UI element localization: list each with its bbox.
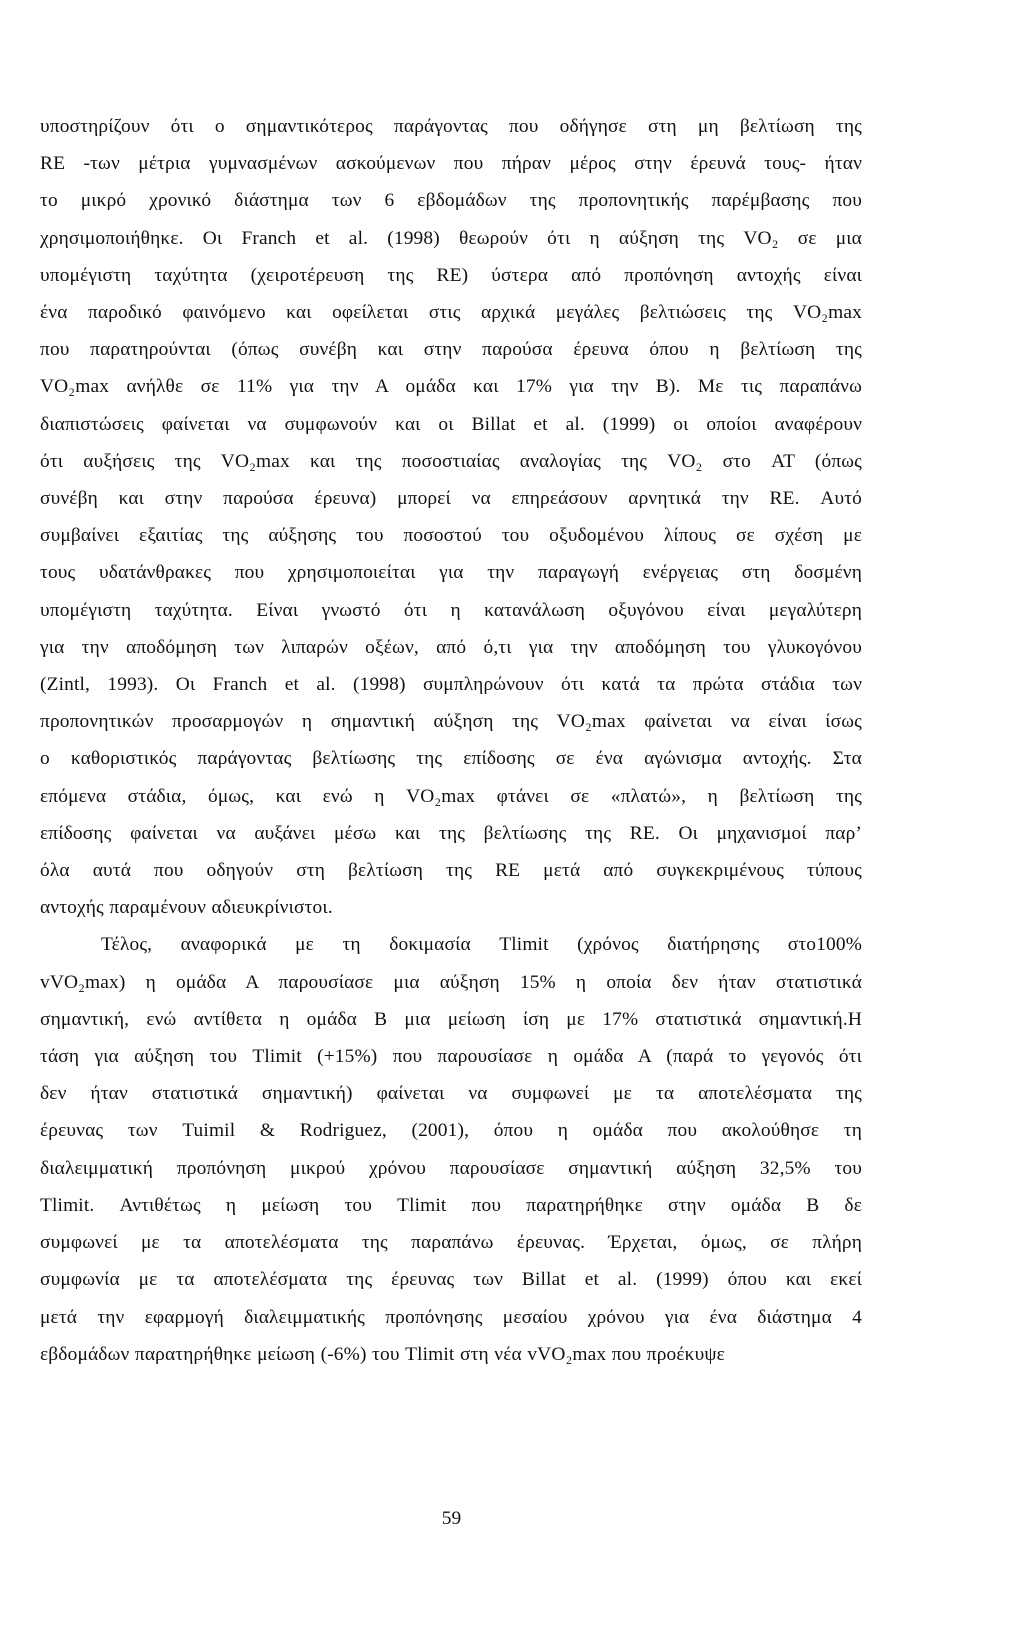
- text-line: προπονητικών προσαρμογών η σημαντική αύξηση της VO₂max φαίνεται να είναι ίσως: [40, 711, 862, 733]
- text-line: Tlimit. Αντιθέτως η μείωση του Tlimit που παρατηρήθηκε στην ομάδα Β δε: [40, 1194, 862, 1216]
- text-line: έρευνας των Tuimil & Rodriguez, (2001), όπου η ομάδα που ακολούθησε τη: [40, 1120, 862, 1142]
- text-line: (Zintl, 1993). Οι Franch et al. (1998) συμπληρώνουν ότι κατά τα πρώτα στάδια των: [40, 674, 862, 696]
- page-number: 59: [441, 1508, 462, 1529]
- text-line: όλα αυτά που οδηγούν στη βελτίωση της RE μετά από συγκεκριμένους τύπους: [40, 860, 862, 882]
- text-line: RE -των μέτρια γυμνασμένων ασκούμενων που πήραν μέρος στην έρευνά τους- ήταν: [40, 153, 862, 175]
- text-line: που παρατηρούνται (όπως συνέβη και στην παρούσα έρευνα όπου η βελτίωση της: [40, 339, 862, 361]
- text-line: ένα παροδικό φαινόμενο και οφείλεται στις αρχικά μεγάλες βελτιώσεις της VO₂max: [40, 302, 862, 324]
- text-line: συνέβη και στην παρούσα έρευνα) μπορεί να επηρεάσουν αρνητικά την RE. Αυτό: [40, 488, 862, 510]
- paragraph-1: [40, 108, 862, 926]
- text-line: για την αποδόμηση των λιπαρών οξέων, από ό,τι για την αποδόμηση του γλυκογόνου: [40, 636, 862, 658]
- text-line: επίδοσης φαίνεται να αυξάνει μέσω και της βελτίωσης της RE. Οι μηχανισμοί παρ’: [40, 822, 862, 844]
- text-line: υποστηρίζουν ότι ο σημαντικότερος παράγοντας που οδήγησε στη μη βελτίωση της: [40, 116, 862, 137]
- text-line: VO₂max ανήλθε σε 11% για την Α ομάδα και 17% για την Β). Με τις παραπάνω: [40, 376, 862, 398]
- text-line: vVO₂max) η ομάδα Α παρουσίασε μια αύξηση 15% η οποία δεν ήταν στατιστικά: [40, 971, 862, 993]
- text-line: αντοχής παραμένουν αδιευκρίνιστοι.: [40, 897, 333, 919]
- text-line: εβδομάδων παρατηρήθηκε μείωση (-6%) του Tlimit στη νέα vVO₂max που προέκυψε: [40, 1343, 725, 1365]
- text-line: υπομέγιστη ταχύτητα. Είναι γνωστό ότι η κατανάλωση οξυγόνου είναι μεγαλύτερη: [40, 599, 862, 621]
- text-line: μετά την εφαρμογή διαλειμματικής προπόνησης μεσαίου χρόνου για ένα διάστημα 4: [40, 1306, 862, 1328]
- text-line: τους υδατάνθρακες που χρησιμοποιείται για την παραγωγή ενέργειας στη δοσμένη: [40, 562, 862, 584]
- text-line: δεν ήταν στατιστικά σημαντική) φαίνεται να συμφωνεί με τα αποτελέσματα της: [40, 1083, 862, 1105]
- text-line: ο καθοριστικός παράγοντας βελτίωσης της επίδοσης σε ένα αγώνισμα αντοχής. Στα: [40, 748, 862, 770]
- text-line: διαλειμματική προπόνηση μικρού χρόνου παρουσίασε σημαντική αύξηση 32,5% του: [40, 1157, 862, 1179]
- text-line: Τέλος, αναφορικά με τη δοκιμασία Tlimit (χρόνος διατήρησης στο100%: [101, 934, 862, 956]
- text-line: συμφωνία με τα αποτελέσματα της έρευνας των Billat et al. (1999) όπου και εκεί: [40, 1269, 862, 1291]
- text-line: ότι αυξήσεις της VO₂max και της ποσοστιαίας αναλογίας της VO₂ στο AT (όπως: [40, 450, 862, 472]
- document-body: [40, 108, 862, 1373]
- text-line: συμφωνεί με τα αποτελέσματα της παραπάνω έρευνας. Έρχεται, όμως, σε πλήρη: [40, 1232, 862, 1254]
- paragraph-2: [40, 926, 862, 1372]
- text-line: τάση για αύξηση του Tlimit (+15%) που παρουσίασε η ομάδα Α (παρά το γεγονός ότι: [40, 1046, 862, 1068]
- text-line: το μικρό χρονικό διάστημα των 6 εβδομάδων της προπονητικής παρέμβασης που: [40, 190, 862, 212]
- text-line: επόμενα στάδια, όμως, και ενώ η VO₂max φτάνει σε «πλατώ», η βελτίωση της: [40, 785, 862, 807]
- text-line: διαπιστώσεις φαίνεται να συμφωνούν και οι Billat et al. (1999) οι οποίοι αναφέρουν: [40, 413, 862, 435]
- text-line: συμβαίνει εξαιτίας της αύξησης του ποσοστού του οξυδομένου λίπους σε σχέση με: [40, 525, 862, 547]
- text-line: σημαντική, ενώ αντίθετα η ομάδα Β μια μείωση ίση με 17% στατιστικά σημαντική.Η: [40, 1008, 862, 1030]
- text-line: χρησιμοποιήθηκε. Οι Franch et al. (1998) θεωρούν ότι η αύξηση της VO₂ σε μια: [40, 227, 862, 249]
- text-line: υπομέγιστη ταχύτητα (χειροτέρευση της RE) ύστερα από προπόνηση αντοχής είναι: [40, 264, 862, 286]
